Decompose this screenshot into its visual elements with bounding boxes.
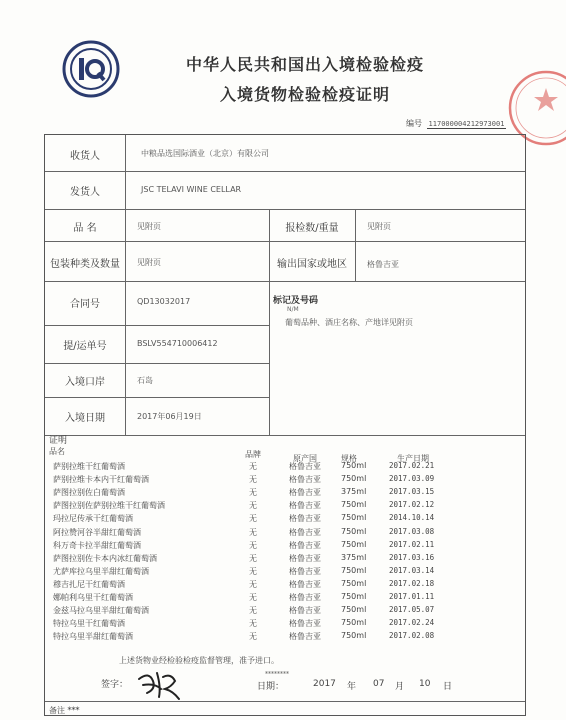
- col-name-header: 品名: [49, 447, 65, 456]
- proof-title: 证明: [49, 436, 68, 446]
- spec-cell: 750ml: [341, 565, 367, 575]
- year-unit: 年: [347, 682, 357, 692]
- spec-cell: 750ml: [341, 592, 367, 601]
- spec-cell: 375ml: [341, 487, 367, 497]
- col-origin-header: 原产国: [293, 454, 317, 463]
- table-row: [45, 461, 527, 474]
- origin-cell: 格鲁吉亚: [289, 540, 321, 550]
- table-row: [45, 553, 527, 566]
- goods-name-label: 品 名: [73, 223, 97, 234]
- release-note: 上述货物业经检验检疫监督管理，准予进口。: [119, 656, 279, 665]
- certificate-number: [406, 118, 506, 129]
- brand-cell: 无: [249, 566, 257, 576]
- spec-cell: 750ml: [341, 461, 367, 470]
- certificate-authority-title: 中华人民共和国出入境检验检疫: [185, 55, 424, 74]
- col-date-header: 生产日期: [397, 454, 429, 463]
- production-date-cell: 2017.03.08: [389, 526, 435, 536]
- origin-cell: 格鲁吉亚: [289, 632, 321, 642]
- certificate-form: [44, 134, 526, 716]
- table-row: [45, 487, 527, 500]
- table-row: [45, 631, 527, 644]
- bl-label: 提/运单号: [63, 341, 107, 352]
- marks-nm: N/M: [287, 306, 299, 313]
- origin-country-label: 输出国家或地区: [277, 259, 347, 270]
- table-row: [45, 474, 527, 487]
- origin-cell: 格鲁吉亚: [289, 619, 321, 629]
- spec-cell: 750ml: [341, 526, 367, 536]
- date-day: 10: [419, 679, 431, 689]
- production-date-cell: 2017.02.11: [389, 539, 435, 549]
- consignee-label: 收货人: [70, 151, 100, 162]
- origin-cell: 格鲁吉亚: [289, 566, 321, 576]
- contract-label: 合同号: [70, 299, 100, 310]
- wine-name: 萨别拉维卡本内干红葡萄酒: [53, 475, 149, 485]
- brand-cell: 无: [249, 514, 257, 524]
- entry-date-value: 2017年06月19日: [137, 412, 202, 421]
- spec-cell: 750ml: [341, 474, 367, 484]
- wine-name: 萨别拉维干红葡萄酒: [53, 462, 125, 471]
- wine-name: 玛拉尼传承干红葡萄酒: [53, 514, 133, 524]
- spec-cell: 375ml: [341, 552, 367, 562]
- spec-cell: 750ml: [341, 578, 367, 588]
- entry-port-label: 入境口岸: [65, 377, 105, 388]
- handwritten-signature: [133, 665, 193, 701]
- consignee-value: 中粮品选国际酒业（北京）有限公司: [141, 149, 269, 158]
- production-date-cell: 2017.02.21: [389, 461, 435, 470]
- wine-name: 尤萨库拉乌里半甜红葡萄酒: [53, 566, 149, 576]
- entry-date-label: 入境日期: [65, 413, 105, 424]
- spec-cell: 750ml: [341, 618, 367, 628]
- day-unit: 日: [443, 682, 453, 692]
- spec-cell: 750ml: [341, 539, 367, 549]
- wine-name: 萨图拉别佐萨别拉维干红葡萄酒: [53, 501, 165, 511]
- production-date-cell: 2014.10.14: [389, 513, 435, 523]
- col-brand-header: 品牌: [245, 450, 261, 459]
- brand-cell: 无: [249, 501, 257, 511]
- wine-name: 金兹马拉乌里半甜红葡萄酒: [53, 606, 149, 616]
- spec-cell: 750ml: [341, 631, 367, 641]
- brand-cell: 无: [249, 488, 257, 498]
- brand-cell: 无: [249, 632, 257, 642]
- qty-weight-label: 报检数/重量: [285, 223, 339, 234]
- date-year: 2017: [313, 679, 336, 689]
- production-date-cell: 2017.03.15: [389, 487, 435, 497]
- spec-cell: 750ml: [341, 605, 367, 615]
- production-date-cell: 2017.02.08: [389, 631, 435, 641]
- contract-value: QD13032017: [137, 297, 191, 306]
- production-date-cell: 2017.01.11: [389, 592, 435, 601]
- production-date-cell: 2017.03.09: [389, 474, 435, 484]
- origin-cell: 格鲁吉亚: [289, 527, 321, 537]
- bl-value: BSLV554710006412: [137, 339, 218, 348]
- wine-name: 特拉乌里干红葡萄酒: [53, 619, 125, 629]
- origin-country-value: 格鲁吉亚: [367, 260, 399, 269]
- marks-label: 标记及号码: [273, 296, 319, 306]
- origin-cell: 格鲁吉亚: [289, 501, 321, 511]
- origin-cell: 格鲁吉亚: [289, 475, 321, 485]
- brand-cell: 无: [249, 475, 257, 485]
- qty-weight-value: 见附页: [367, 222, 391, 231]
- production-date-cell: 2017.02.18: [389, 578, 435, 588]
- wine-name: 阿拉赞河谷半甜红葡萄酒: [53, 527, 141, 537]
- wine-name: 科万奇卡拉半甜红葡萄酒: [53, 540, 141, 550]
- brand-cell: 无: [249, 606, 257, 616]
- production-date-cell: 2017.02.24: [389, 618, 435, 628]
- table-row: [45, 566, 527, 579]
- origin-cell: 格鲁吉亚: [289, 514, 321, 524]
- brand-cell: 无: [249, 553, 257, 563]
- origin-cell: 格鲁吉亚: [289, 579, 321, 589]
- date-month: 07: [373, 679, 385, 689]
- brand-cell: 无: [249, 527, 257, 537]
- brand-cell: 无: [249, 619, 257, 629]
- table-row: [45, 618, 527, 631]
- spec-cell: 750ml: [341, 513, 367, 523]
- table-row: [45, 527, 527, 540]
- date-stars: ********: [265, 671, 289, 678]
- wine-name: 萨图拉别佐白葡萄酒: [53, 488, 125, 498]
- spec-cell: 750ml: [341, 500, 367, 510]
- packing-value: 见附页: [137, 258, 161, 267]
- origin-cell: 格鲁吉亚: [289, 462, 321, 471]
- table-row: [45, 500, 527, 513]
- date-label: 日期：: [257, 682, 285, 692]
- goods-name-value: 见附页: [137, 222, 161, 231]
- brand-cell: 无: [249, 540, 257, 550]
- brand-cell: 无: [249, 462, 257, 471]
- consignor-value: JSC TELAVI WINE CELLAR: [141, 185, 242, 194]
- sign-label: 签字：: [101, 680, 129, 690]
- production-date-cell: 2017.03.14: [389, 565, 435, 575]
- table-row: [45, 579, 527, 592]
- production-date-cell: 2017.05.07: [389, 605, 435, 615]
- table-row: [45, 592, 527, 605]
- origin-cell: 格鲁吉亚: [289, 553, 321, 563]
- packing-label: 包装种类及数量: [50, 259, 120, 270]
- table-row: [45, 605, 527, 618]
- wine-name: 娜帕利乌里干红葡萄酒: [53, 593, 133, 602]
- table-row: [45, 540, 527, 553]
- marks-description: 葡萄品种、酒庄名称、产地详见附页: [285, 318, 413, 327]
- origin-cell: 格鲁吉亚: [289, 606, 321, 616]
- col-spec-header: 规格: [341, 454, 357, 463]
- production-date-cell: 2017.03.16: [389, 552, 435, 562]
- brand-cell: 无: [249, 579, 257, 589]
- production-date-cell: 2017.02.12: [389, 500, 435, 510]
- origin-cell: 格鲁吉亚: [289, 488, 321, 498]
- remark-label: 备注 ***: [49, 706, 80, 715]
- brand-cell: 无: [249, 593, 257, 602]
- consignor-label: 发货人: [70, 187, 100, 198]
- table-row: [45, 513, 527, 526]
- certificate-title: 入境货物检验检疫证明: [219, 85, 390, 104]
- entry-port-value: 石岛: [137, 376, 153, 385]
- certificate-number-label: 编号: [406, 119, 422, 128]
- wine-name: 特拉乌里半甜红葡萄酒: [53, 632, 133, 642]
- ciq-logo: [62, 40, 120, 98]
- wine-name: 萨图拉别佐卡本内冰红葡萄酒: [53, 553, 157, 563]
- month-unit: 月: [395, 682, 405, 692]
- certificate-number-value: 117000004212973001: [428, 120, 505, 128]
- origin-cell: 格鲁吉亚: [289, 593, 321, 602]
- wine-name: 穆吉扎尼干红葡萄酒: [53, 579, 125, 589]
